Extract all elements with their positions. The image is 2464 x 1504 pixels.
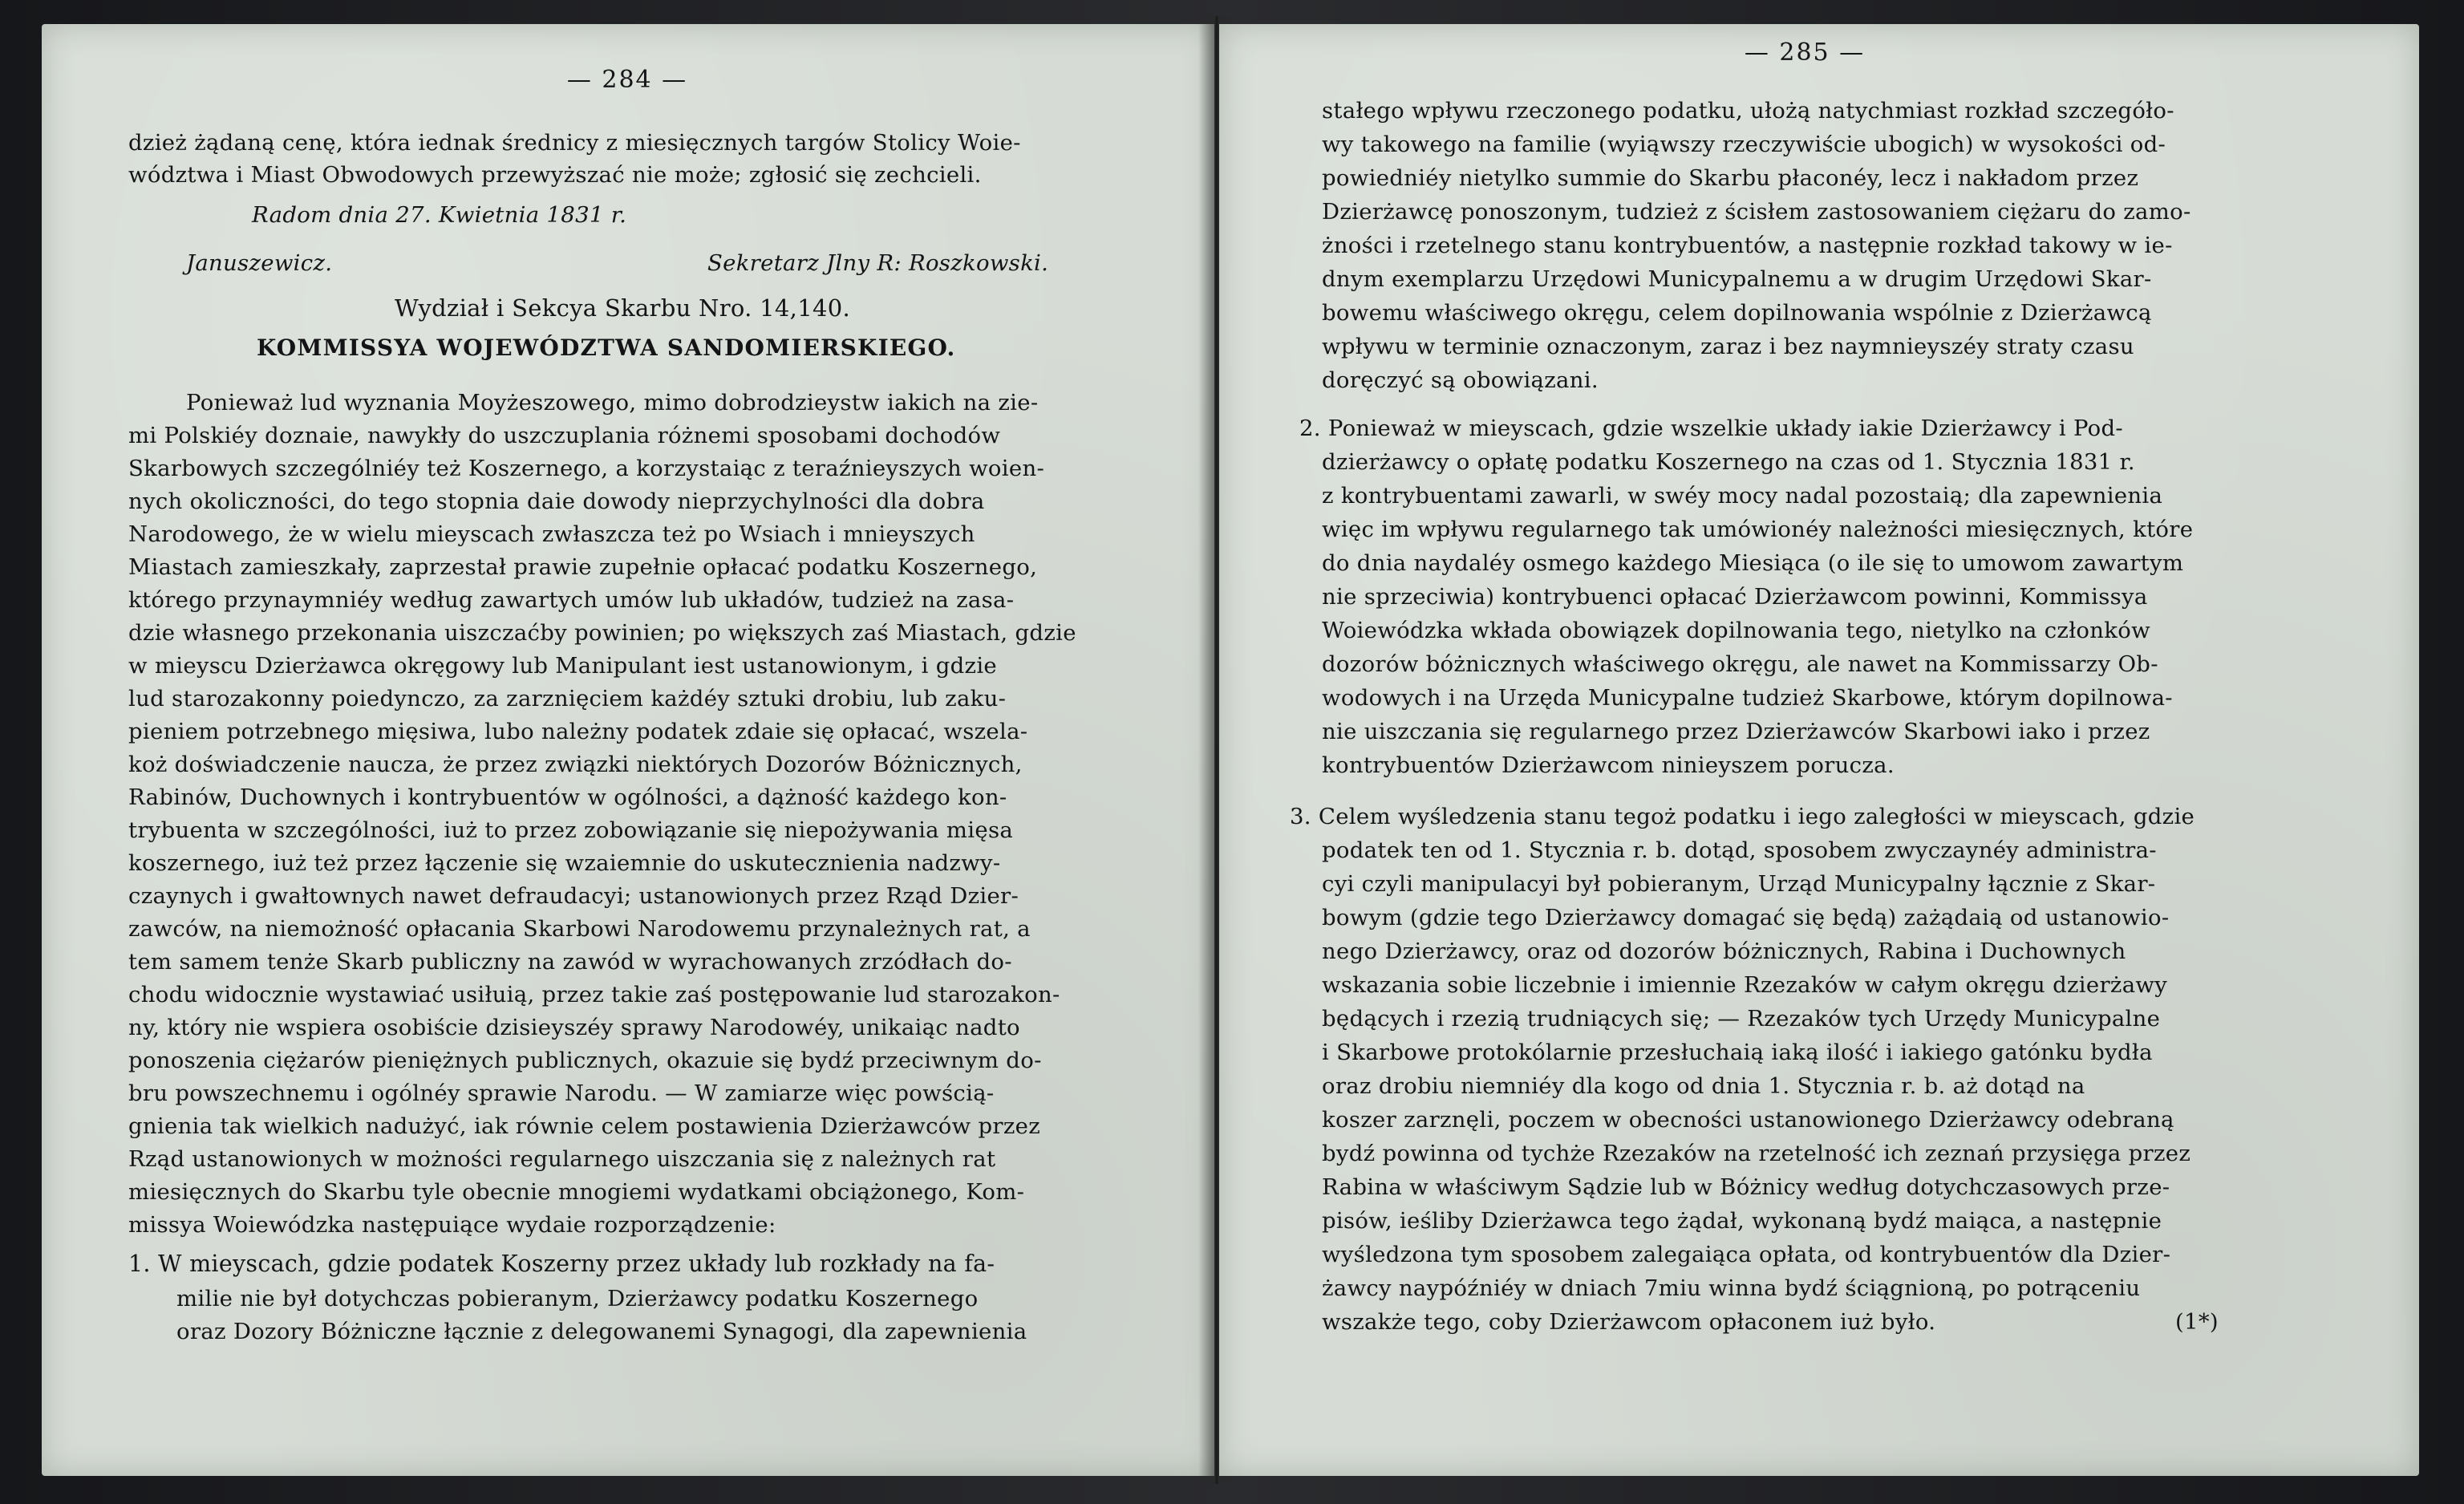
body-line: nie uiszczania się regularnego przez Dzierżawców Skarbowi iako i przez — [1322, 719, 2150, 744]
body-line: kontrybuentów Dzierżawcom ninieyszem porucza. — [1322, 752, 1895, 778]
body-line: wskazania sobie liczebnie i imiennie Rzezaków w całym okręgu dzierżawy — [1322, 972, 2168, 998]
signer-right: Sekretarz Jlny R: Roszkowski. — [707, 250, 1049, 276]
body-line: będących i rzezią trudniących się; — Rzezaków tych Urzędy Municypalne — [1322, 1006, 2161, 1032]
body-line: dzie własnego przekonania uiszczaćby powinien; po większych zaś Miastach, gdzie — [128, 620, 1076, 646]
body-line: bru powszechnemu i ogólnéy sprawie Narodu. — W zamiarze więc powścią- — [128, 1080, 995, 1106]
body-line: więc im wpływu regularnego tak umówionéy należności miesięcznych, które — [1322, 517, 2194, 542]
body-line: bowym (gdzie tego Dzierżawcy domagać się będą) zażądaią od ustanowio- — [1322, 905, 2170, 930]
body-line: dozorów bóżnicznych właściwego okręgu, ale nawet na Kommissarzy Ob- — [1322, 651, 2158, 677]
body-line: mi Polskiéy doznaie, nawykły do uszczuplania różnemi sposobami dochodów — [128, 423, 1001, 448]
body-line: wodowych i na Urzęda Municypalne tudzież Skarbowe, którym dopilnowa- — [1322, 685, 2173, 711]
body-line: Skarbowych szczególniéy też Koszernego, a korzystaiąc z teraźnieyszych woien- — [128, 456, 1045, 481]
body-line: nie sprzeciwia) kontrybuenci opłacać Dzierżawcom powinni, Kommissya — [1322, 584, 2148, 610]
body-line: z kontrybuentami zawarli, w swéy mocy nadal pozostaią; dla zapewnienia — [1322, 483, 2163, 509]
left-page — [42, 24, 1214, 1476]
body-line: żności i rzetelnego stanu kontrybuentów, a następnie rozkład takowy w ie- — [1322, 233, 2173, 258]
body-line: ny, który nie wspiera osobiście dzisieyszéy sprawy Narodowéy, unikaiąc nadto — [128, 1015, 1020, 1040]
body-line: Rabinów, Duchownych i kontrybuentów w ogólności, a dążność każdego kon- — [128, 784, 1007, 810]
body-line: nych okoliczności, do tego stopnia daie dowody nieprzychylności dla dobra — [128, 488, 985, 514]
section-header: Wydział i Sekcya Skarbu Nro. 14,140. — [395, 294, 850, 322]
place-date: Radom dnia 27. Kwietnia 1831 r. — [252, 202, 627, 228]
body-line: podatek ten od 1. Stycznia r. b. dotąd, sposobem zwyczaynéy administra- — [1322, 837, 2157, 863]
body-line: doręczyć są obowiązani. — [1322, 367, 1599, 393]
body-line: Miastach zamieszkały, zaprzestał prawie zupełnie opłacać podatku Koszernego, — [128, 554, 1038, 580]
body-line: koszernego, iuż też przez łączenie się wzaiemnie do uskutecznienia nadzwy- — [128, 850, 1001, 876]
body-line: gnienia tak wielkich nadużyć, iak równie celem postawienia Dzierżawców przez — [128, 1113, 1041, 1139]
body-line: tem samem tenże Skarb publiczny na zawód w wyrachowanych zrzódłach do- — [128, 949, 1012, 975]
body-line: missya Woiewódzka następuiące wydaie rozporządzenie: — [128, 1212, 776, 1238]
right-page — [1219, 24, 2419, 1476]
body-line: i Skarbowe protokólarnie przesłuchaią iaką ilość i iakiego gatónku bydła — [1322, 1040, 2153, 1065]
body-line: wyśledzona tym sposobem zalegaiąca opłata, od kontrybuentów dla Dzier- — [1322, 1242, 2171, 1267]
body-line: Rabina w właściwym Sądzie lub w Bóżnicy według dotychczasowych prze- — [1322, 1174, 2170, 1200]
body-line: oraz drobiu niemniéy dla kogo od dnia 1. Stycznia r. b. aż dotąd na — [1322, 1073, 2085, 1099]
intro-line: wództwa i Miast Obwodowych przewyższać nie może; zgłosić się zechcieli. — [128, 162, 982, 188]
body-line: bydź powinna od tychże Rzezaków na rzetelność ich zeznań przysięga przez — [1322, 1141, 2191, 1166]
intro-line: dzież żądaną cenę, która iednak średnicy z miesięcznych targów Stolicy Woie- — [128, 130, 1021, 156]
body-line: wszakże tego, coby Dzierżawcom opłaconem iuż było. — [1322, 1309, 1936, 1335]
body-line: chodu widocznie wystawiać usiłuią, przez takie zaś postępowanie lud starozakon- — [128, 982, 1060, 1007]
body-line: stałego wpływu rzeczonego podatku, ułożą natychmiast rozkład szczegóło- — [1322, 98, 2174, 124]
body-line: koż doświadczenie naucza, że przez związki niektórych Dozorów Bóżnicznych, — [128, 752, 1023, 777]
body-line: Ponieważ lud wyznania Moyżeszowego, mimo dobrodzieystw iakich na zie- — [186, 390, 1039, 416]
body-line: ponoszenia ciężarów pieniężnych publicznych, okazuie się bydź przeciwnym do- — [128, 1048, 1042, 1073]
body-line: wy takowego na familie (wyiąwszy rzeczywiście ubogich) w wysokości od- — [1322, 132, 2166, 157]
body-line: do dnia naydaléy osmego każdego Miesiąca (o ile się to umowom zawartym — [1322, 550, 2184, 576]
body-line: miesięcznych do Skarbu tyle obecnie mnogiemi wydatkami obciążonego, Kom- — [128, 1179, 1025, 1205]
body-line: lud starozakonny poiedynczo, za zarznięciem każdéy sztuki drobiu, lub zaku- — [128, 686, 1007, 711]
body-line: pieniem potrzebnego mięsiwa, lubo należny podatek zdaie się opłacać, wszela- — [128, 719, 1028, 744]
body-line: dzierżawcy o opłatę podatku Koszernego na czas od 1. Stycznia 1831 r. — [1322, 449, 2135, 475]
body-line: Woiewódzka wkłada obowiązek dopilnowania tego, nietylko na członków — [1322, 618, 2150, 643]
body-line: żawcy naypóźniéy w dniach 7miu winna bydź ściągnioną, po potrąceniu — [1322, 1275, 2141, 1301]
body-line: Dzierżawcę ponoszonym, tudzież z ścisłem zastosowaniem ciężaru do zamo- — [1322, 199, 2191, 225]
body-line: nego Dzierżawcy, oraz od dozorów bóżnicznych, Rabina i Duchownych — [1322, 938, 2126, 964]
body-line: trybuenta w szczególności, iuż to przez zobowiązanie się niepożywania mięsa — [128, 817, 1014, 843]
body-line: koszer zarznęli, poczem w obecności ustanowionego Dzierżawcy odebraną — [1322, 1107, 2174, 1133]
body-line: Rząd ustanowionych w możności regularnego uiszczania się z należnych rat — [128, 1146, 996, 1172]
body-line: powiedniéy nietylko summie do Skarbu płaconéy, lecz i nakładom przez — [1322, 165, 2139, 191]
right-page-number: — 285 — — [1744, 39, 1866, 67]
body-line: którego przynaymniéy według zawartych umów lub układów, tudzież na zasa- — [128, 587, 1015, 613]
body-line: 2. Ponieważ w mieyscach, gdzie wszelkie układy iakie Dzierżawcy i Pod- — [1299, 416, 2123, 441]
signer-left: Januszewicz. — [186, 250, 333, 276]
body-line: pisów, ieśliby Dzierżawca tego żądał, wykonaną bydź maiąca, a następnie — [1322, 1208, 2162, 1234]
body-line: cyi czyli manipulacyi był pobieranym, Urząd Municypalny łącznie z Skar- — [1322, 871, 2156, 897]
body-line: w mieyscu Dzierżawca okręgowy lub Manipulant iest ustanowionym, i gdzie — [128, 653, 997, 679]
left-page-number: — 284 — — [566, 66, 688, 94]
body-line: dnym exemplarzu Urzędowi Municypalnemu a w drugim Urzędowi Skar- — [1322, 266, 2152, 292]
body-line: bowemu właściwego okręgu, celem dopilnowania wspólnie z Dzierżawcą — [1322, 300, 2152, 326]
commission-title: KOMMISSYA WOJEWÓDZTWA SANDOMIERSKIEGO. — [257, 334, 956, 361]
body-line: 1. W mieyscach, gdzie podatek Koszerny przez układy lub rozkłady na fa- — [128, 1251, 995, 1277]
signature-mark: (1*) — [2175, 1309, 2219, 1335]
body-line: oraz Dozory Bóżniczne łącznie z delegowanemi Synagogi, dla zapewnienia — [176, 1319, 1027, 1344]
body-line: zawców, na niemożność opłacania Skarbowi Narodowemu przynależnych rat, a — [128, 916, 1031, 942]
body-line: Narodowego, że w wielu mieyscach zwłaszcza też po Wsiach i mnieyszych — [128, 521, 975, 547]
body-line: wpływu w terminie oznaczonym, zaraz i bez naymnieyszéy straty czasu — [1322, 334, 2134, 359]
body-line: 3. Celem wyśledzenia stanu tegoż podatku i iego zaległości w mieyscach, gdzie — [1290, 804, 2195, 829]
body-line: czaynych i gwałtownych nawet defraudacyi; ustanowionych przez Rząd Dzier- — [128, 883, 1019, 909]
body-line: milie nie był dotychczas pobieranym, Dzierżawcy podatku Koszernego — [176, 1286, 979, 1311]
